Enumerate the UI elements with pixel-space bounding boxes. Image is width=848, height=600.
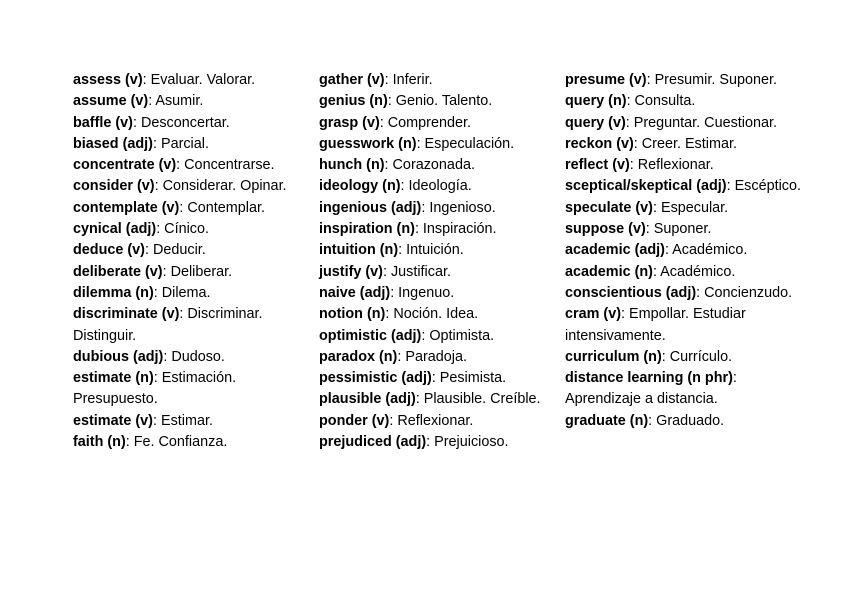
entry-definition: : Escéptico. <box>726 178 801 195</box>
glossary-entry <box>73 368 298 411</box>
entry-definition: : Especulación. <box>416 135 515 152</box>
entry-definition: : Evaluar. Valorar. <box>142 72 256 88</box>
glossary-entry <box>73 70 298 91</box>
entry-definition: : Discriminar. Distinguir. <box>73 306 263 344</box>
entry-definition: : Consulta. <box>626 93 696 110</box>
entry-definition: : Ideología. <box>400 178 472 195</box>
entry-definition: : Dilema. <box>153 284 211 301</box>
entry-definition: : Fe. Confianza. <box>125 434 228 451</box>
entry-term: ingenious (adj) <box>319 199 422 216</box>
glossary-entry <box>565 198 805 219</box>
entry-definition: : Presumir. Suponer. <box>646 72 777 88</box>
glossary-entry <box>565 155 805 176</box>
entry-term: academic (n) <box>565 263 653 280</box>
entry-term: discriminate (v) <box>73 306 180 323</box>
entry-term: prejudiced (adj) <box>319 434 427 451</box>
glossary-entry <box>73 283 298 304</box>
glossary-entry <box>319 176 544 197</box>
entry-term: consider (v) <box>73 178 155 195</box>
glossary-entry <box>73 347 298 368</box>
entry-definition: : Graduado. <box>648 412 725 429</box>
entry-term: academic (adj) <box>565 242 665 259</box>
entry-definition: : Creer. Estimar. <box>633 135 737 152</box>
entry-term: curriculum (n) <box>565 348 662 365</box>
entry-definition: : Parcial. <box>152 135 209 152</box>
glossary-entry <box>319 326 544 347</box>
glossary-entry <box>565 134 805 155</box>
entry-definition: : Aprendizaje a distancia. <box>565 370 737 408</box>
entry-term: sceptical/skeptical (adj) <box>565 178 727 195</box>
entry-term: genius (n) <box>319 93 388 110</box>
glossary-column-2 <box>319 70 544 453</box>
entry-term: dilemma (n) <box>73 284 154 301</box>
glossary-entry <box>565 219 805 240</box>
entry-term: presume (v) <box>565 72 647 88</box>
entry-term: guesswork (n) <box>319 135 417 152</box>
glossary-entry <box>73 219 298 240</box>
entry-definition: : Comprender. <box>379 114 471 131</box>
entry-term: naive (adj) <box>319 284 391 301</box>
glossary-entry <box>73 198 298 219</box>
glossary-entry <box>73 91 298 112</box>
glossary-entry <box>319 134 544 155</box>
glossary-entry <box>565 411 805 432</box>
glossary-entry <box>73 432 298 453</box>
glossary-entry <box>73 155 298 176</box>
glossary-entry <box>319 91 544 112</box>
entry-definition: : Deducir. <box>144 242 206 259</box>
glossary-entry <box>73 134 298 155</box>
entry-definition: : Plausible. Creíble. <box>415 391 541 408</box>
entry-definition: : Reflexionar. <box>389 412 474 429</box>
entry-definition: : Dudoso. <box>163 348 225 365</box>
entry-definition: : Intuición. <box>398 242 464 259</box>
glossary-entry <box>319 70 544 91</box>
entry-definition: : Asumir. <box>148 93 204 110</box>
entry-definition: : Currículo. <box>661 348 733 365</box>
glossary-entry <box>319 283 544 304</box>
entry-term: grasp (v) <box>319 114 380 131</box>
glossary-column-1 <box>73 70 298 453</box>
entry-term: assume (v) <box>73 93 149 110</box>
entry-definition: : Preguntar. Cuestionar. <box>625 114 777 131</box>
glossary-entry <box>565 240 805 261</box>
glossary-entry <box>565 262 805 283</box>
entry-definition: : Empollar. Estudiar intensivamente. <box>565 306 746 344</box>
entry-definition: : Estimar. <box>152 412 213 429</box>
entry-term: query (n) <box>565 93 627 110</box>
entry-definition: : Prejuicioso. <box>426 434 509 451</box>
entry-term: query (v) <box>565 114 626 131</box>
entry-term: inspiration (n) <box>319 221 415 238</box>
entry-term: distance learning (n phr) <box>565 370 733 387</box>
entry-definition: : Concentrarse. <box>176 157 275 174</box>
glossary-entry <box>319 432 544 453</box>
glossary-entry <box>319 389 544 410</box>
glossary-entry <box>565 113 805 134</box>
entry-term: biased (adj) <box>73 135 153 152</box>
entry-term: deduce (v) <box>73 242 145 259</box>
entry-definition: : Corazonada. <box>384 157 475 174</box>
entry-definition: : Optimista. <box>421 327 495 344</box>
entry-term: ponder (v) <box>319 412 390 429</box>
entry-definition: : Desconcertar. <box>132 114 230 131</box>
entry-term: reflect (v) <box>565 157 630 174</box>
glossary-entry <box>319 113 544 134</box>
glossary-entry <box>319 304 544 325</box>
entry-term: reckon (v) <box>565 135 634 152</box>
glossary-entry <box>73 411 298 432</box>
entry-term: intuition (n) <box>319 242 399 259</box>
glossary-entry <box>565 368 805 411</box>
glossary-column-3 <box>565 70 805 432</box>
entry-definition: : Paradoja. <box>397 348 467 365</box>
glossary-entry <box>73 176 298 197</box>
glossary-entry <box>319 262 544 283</box>
entry-term: justify (v) <box>319 263 383 280</box>
entry-definition: : Académico. <box>652 263 736 280</box>
entry-definition: : Reflexionar. <box>629 157 714 174</box>
entry-definition: : Genio. Talento. <box>387 93 493 110</box>
glossary-entry <box>73 113 298 134</box>
entry-definition: : Estimación. Presupuesto. <box>73 370 237 408</box>
entry-definition: : Concienzudo. <box>696 284 793 301</box>
entry-definition: : Considerar. Opinar. <box>154 178 287 195</box>
entry-definition: : Ingenuo. <box>390 284 455 301</box>
entry-term: gather (v) <box>319 72 385 88</box>
entry-term: concentrate (v) <box>73 157 177 174</box>
glossary-entry <box>319 240 544 261</box>
entry-term: cynical (adj) <box>73 221 157 238</box>
glossary-entry <box>565 304 805 347</box>
glossary-entry <box>319 368 544 389</box>
entry-term: graduate (n) <box>565 412 649 429</box>
glossary-entry <box>73 304 298 347</box>
glossary-entry <box>73 262 298 283</box>
entry-definition: : Cínico. <box>156 221 209 238</box>
glossary-entry <box>319 198 544 219</box>
entry-term: optimistic (adj) <box>319 327 422 344</box>
glossary-entry <box>319 347 544 368</box>
entry-term: faith (n) <box>73 434 126 451</box>
glossary-entry <box>565 347 805 368</box>
glossary-entry <box>73 240 298 261</box>
entry-term: notion (n) <box>319 306 386 323</box>
entry-term: baffle (v) <box>73 114 133 131</box>
glossary-entry <box>565 176 805 197</box>
entry-definition: : Suponer. <box>645 221 712 238</box>
glossary-entry <box>319 411 544 432</box>
entry-definition: : Noción. Idea. <box>385 306 479 323</box>
entry-term: contemplate (v) <box>73 199 180 216</box>
entry-term: dubious (adj) <box>73 348 164 365</box>
entry-term: pessimistic (adj) <box>319 370 432 387</box>
entry-term: speculate (v) <box>565 199 653 216</box>
entry-definition: : Inferir. <box>384 72 433 88</box>
entry-definition: : Inspiración. <box>414 221 497 238</box>
entry-definition: : Contemplar. <box>179 199 265 216</box>
entry-term: cram (v) <box>565 306 621 323</box>
entry-definition: : Pesimista. <box>431 370 507 387</box>
entry-term: suppose (v) <box>565 221 646 238</box>
entry-term: plausible (adj) <box>319 391 416 408</box>
entry-definition: : Ingenioso. <box>421 199 496 216</box>
glossary-entry <box>319 219 544 240</box>
glossary-entry <box>565 283 805 304</box>
entry-definition: : Especular. <box>652 199 729 216</box>
entry-term: estimate (v) <box>73 412 153 429</box>
entry-term: hunch (n) <box>319 157 385 174</box>
entry-term: deliberate (v) <box>73 263 163 280</box>
entry-term: paradox (n) <box>319 348 398 365</box>
glossary-entry <box>565 91 805 112</box>
entry-definition: : Deliberar. <box>162 263 233 280</box>
glossary-entry <box>565 70 805 91</box>
entry-term: ideology (n) <box>319 178 401 195</box>
entry-term: conscientious (adj) <box>565 284 697 301</box>
entry-definition: : Justificar. <box>382 263 451 280</box>
entry-term: assess (v) <box>73 72 143 88</box>
glossary-entry <box>319 155 544 176</box>
entry-definition: : Académico. <box>664 242 748 259</box>
entry-term: estimate (n) <box>73 370 154 387</box>
